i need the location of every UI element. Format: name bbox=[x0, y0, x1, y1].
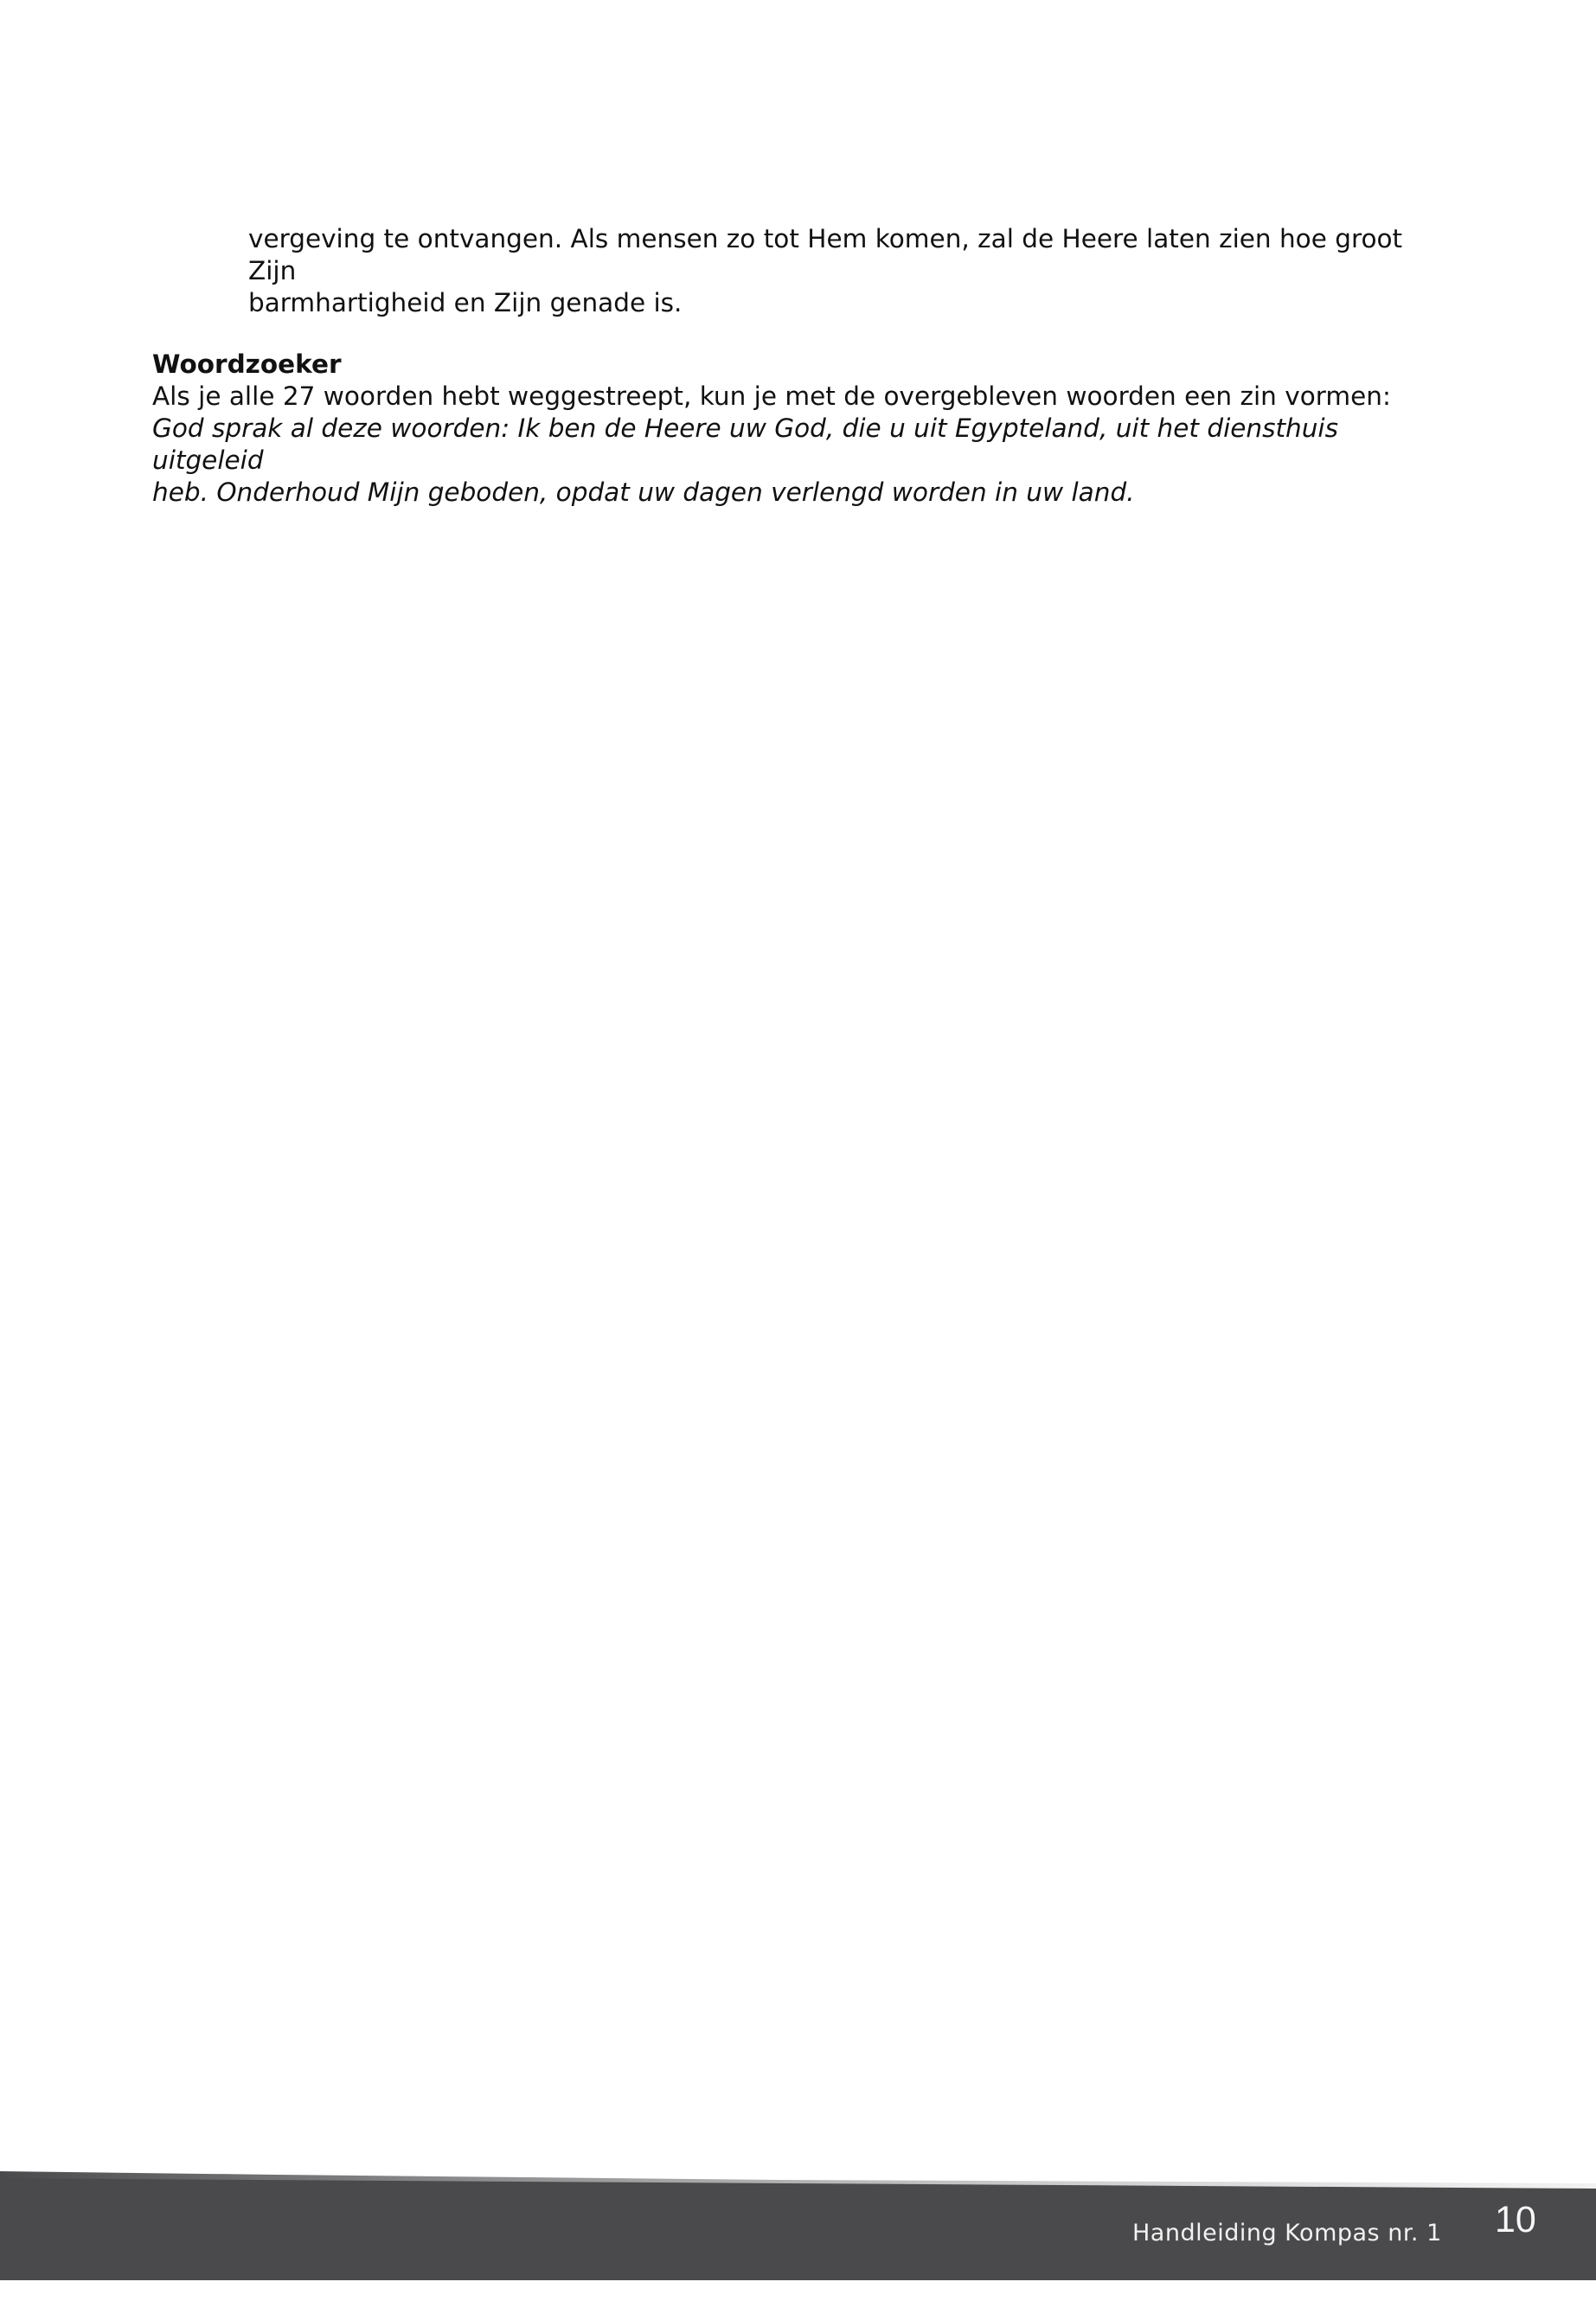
answer-line: heb. Onderhoud Mijn geboden, opdat uw dagen verlengd worden in uw land. bbox=[152, 478, 1135, 507]
answer-line: God sprak al deze woorden: Ik ben de Heere uw God, die u uit Egypteland, uit het diensthuis uitgeleid bbox=[152, 413, 1339, 475]
page-number: 10 bbox=[1495, 2199, 1536, 2240]
woordzoeker-section bbox=[152, 349, 1415, 509]
continuation-line: vergeving te ontvangen. Als mensen zo tot Hem komen, zal de Heere laten zien hoe groot Zijn bbox=[248, 224, 1403, 285]
footer-title: Handleiding Kompas nr. 1 bbox=[1132, 2220, 1442, 2247]
continuation-line: barmhartigheid en Zijn genade is. bbox=[248, 288, 683, 317]
document-body bbox=[152, 223, 1415, 509]
continuation-paragraph bbox=[248, 223, 1415, 319]
section-intro: Als je alle 27 woorden hebt weggestreept, kun je met de overgebleven woorden een zin vormen: bbox=[152, 381, 1391, 411]
section-heading: Woordzoeker bbox=[152, 349, 342, 379]
